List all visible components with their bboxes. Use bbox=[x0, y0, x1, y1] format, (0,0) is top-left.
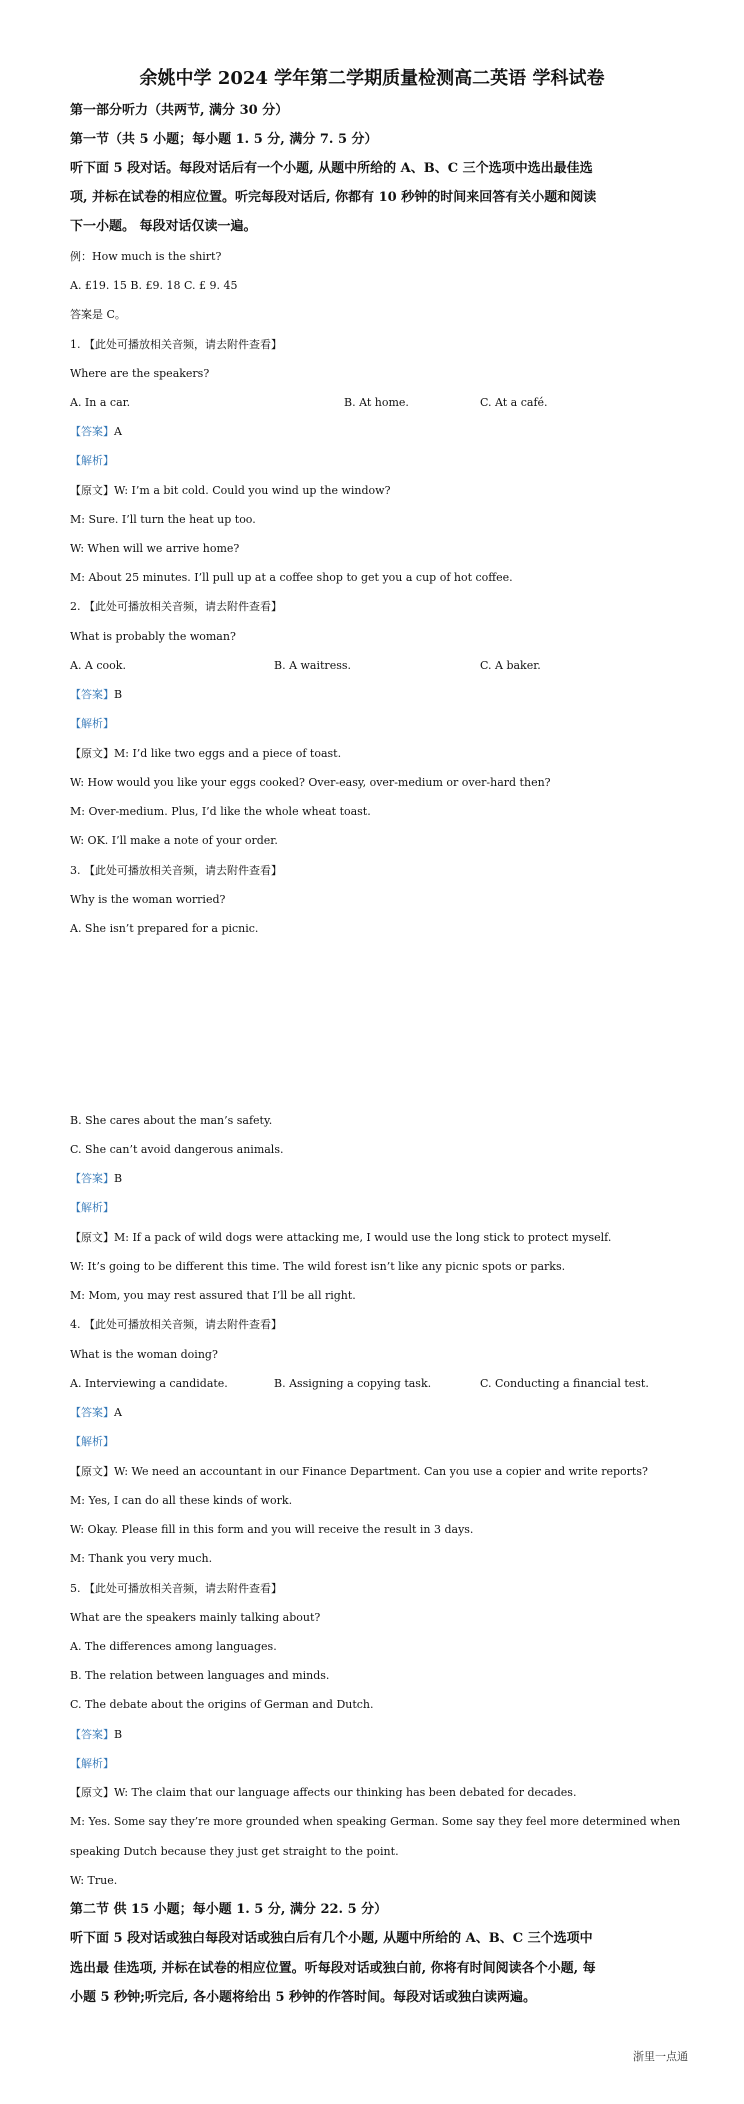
question-2-header: 2. 【此处可播放相关音频，请去附件查看】 bbox=[70, 600, 282, 613]
transcript-text: W: We need an accountant in our Finance Department. Can you use a copier and write reports? bbox=[114, 1465, 648, 1478]
transcript-text: M: I’d like two eggs and a piece of toast. bbox=[114, 747, 342, 760]
instruction-line: 项, 并标在试卷的相应位置。听完每段对话后, 你都有 10 秒钟的时间来回答有关小题和阅读 bbox=[70, 190, 597, 205]
original-tag: 【原文】 bbox=[70, 1231, 114, 1244]
option-c: C. At a café. bbox=[480, 396, 548, 409]
option-b: B. At home. bbox=[344, 396, 409, 409]
question-5-text: What are the speakers mainly talking about? bbox=[70, 1611, 321, 1624]
instruction-line: 小题 5 秒钟;听完后, 各小题将给出 5 秒钟的作答时间。每段对话或独白读两遍。 bbox=[70, 1990, 537, 2005]
option-b: B. She cares about the man’s safety. bbox=[70, 1114, 273, 1127]
transcript-line: W: True. bbox=[70, 1874, 118, 1887]
transcript-line: W: OK. I’ll make a note of your order. bbox=[70, 834, 278, 847]
option-a: A. The differences among languages. bbox=[70, 1640, 277, 1653]
transcript-line: M: Yes, I can do all these kinds of work. bbox=[70, 1494, 293, 1507]
example-options: A. £19. 15 B. £9. 18 C. £ 9. 45 bbox=[70, 279, 238, 292]
answer-value: A bbox=[114, 1406, 122, 1419]
transcript-line: W: It’s going to be different this time. The wild forest isn’t like any picnic spots or parks. bbox=[70, 1260, 566, 1273]
option-b: B. Assigning a copying task. bbox=[274, 1377, 432, 1390]
transcript-line: M: Over-medium. Plus, I’d like the whole wheat toast. bbox=[70, 805, 371, 818]
instruction-line: 选出最 佳选项, 并标在试卷的相应位置。听每段对话或独白前, 你将有时间阅读各个小题, 每 bbox=[70, 1961, 596, 1976]
question-1-text: Where are the speakers? bbox=[70, 367, 210, 380]
option-c: C. A baker. bbox=[480, 659, 541, 672]
transcript-line bbox=[70, 747, 341, 761]
answer-tag: 【答案】 bbox=[70, 1406, 114, 1419]
answer-line bbox=[70, 1728, 122, 1742]
question-2-text: What is probably the woman? bbox=[70, 630, 236, 643]
analysis-tag: 【解析】 bbox=[70, 1435, 114, 1448]
transcript-line: W: How would you like your eggs cooked? Over-easy, over-medium or over-hard then? bbox=[70, 776, 551, 789]
example-answer: 答案是 C。 bbox=[70, 308, 126, 321]
answer-tag: 【答案】 bbox=[70, 1728, 114, 1741]
option-a: A. A cook. bbox=[70, 659, 126, 672]
transcript-text: W: I’m a bit cold. Could you wind up the window? bbox=[114, 484, 391, 497]
answer-line bbox=[70, 688, 122, 702]
original-tag: 【原文】 bbox=[70, 1465, 114, 1478]
footer-label: 浙里一点通 bbox=[633, 2050, 688, 2063]
analysis-tag: 【解析】 bbox=[70, 1757, 114, 1770]
question-2-options bbox=[70, 659, 670, 673]
answer-value: B bbox=[114, 1728, 123, 1741]
question-3-header: 3. 【此处可播放相关音频，请去附件查看】 bbox=[70, 864, 282, 877]
answer-tag: 【答案】 bbox=[70, 1172, 114, 1185]
question-4-text: What is the woman doing? bbox=[70, 1348, 218, 1361]
transcript-line: speaking Dutch because they just get straight to the point. bbox=[70, 1845, 399, 1858]
transcript-line: W: Okay. Please fill in this form and you will receive the result in 3 days. bbox=[70, 1523, 474, 1536]
answer-tag: 【答案】 bbox=[70, 688, 114, 701]
question-1-header: 1. 【此处可播放相关音频，请去附件查看】 bbox=[70, 338, 282, 351]
instruction-line: 下一小题。 每段对话仅读一遍。 bbox=[70, 219, 257, 234]
answer-line bbox=[70, 1406, 122, 1420]
original-tag: 【原文】 bbox=[70, 484, 114, 497]
transcript-line bbox=[70, 1465, 648, 1479]
analysis-tag: 【解析】 bbox=[70, 454, 114, 467]
option-b: B. A waitress. bbox=[274, 659, 351, 672]
option-c: C. The debate about the origins of German and Dutch. bbox=[70, 1698, 374, 1711]
option-b: B. The relation between languages and minds. bbox=[70, 1669, 330, 1682]
option-c: C. Conducting a financial test. bbox=[480, 1377, 649, 1390]
question-5-header: 5. 【此处可播放相关音频，请去附件查看】 bbox=[70, 1582, 282, 1595]
analysis-tag: 【解析】 bbox=[70, 1201, 114, 1214]
question-3-text: Why is the woman worried? bbox=[70, 893, 226, 906]
analysis-tag: 【解析】 bbox=[70, 717, 114, 730]
transcript-line: W: When will we arrive home? bbox=[70, 542, 240, 555]
instruction-line: 听下面 5 段对话或独白每段对话或独白后有几个小题, 从题中所给的 A、B、C 三个选项中 bbox=[70, 1931, 593, 1946]
option-a: A. She isn’t prepared for a picnic. bbox=[70, 922, 259, 935]
transcript-line: M: Thank you very much. bbox=[70, 1552, 213, 1565]
section-heading: 第一节（共 5 小题；每小题 1. 5 分, 满分 7. 5 分） bbox=[70, 132, 378, 147]
original-tag: 【原文】 bbox=[70, 747, 114, 760]
answer-tag: 【答案】 bbox=[70, 425, 114, 438]
transcript-line bbox=[70, 484, 390, 498]
transcript-line: M: About 25 minutes. I’ll pull up at a coffee shop to get you a cup of hot coffee. bbox=[70, 571, 513, 584]
transcript-line bbox=[70, 1786, 576, 1800]
answer-value: B bbox=[114, 1172, 123, 1185]
transcript-line: M: Sure. I’ll turn the heat up too. bbox=[70, 513, 256, 526]
answer-value: B bbox=[114, 688, 123, 701]
answer-value: A bbox=[114, 425, 122, 438]
transcript-text: W: The claim that our language affects our thinking has been debated for decades. bbox=[114, 1786, 577, 1799]
option-c: C. She can’t avoid dangerous animals. bbox=[70, 1143, 284, 1156]
transcript-line bbox=[70, 1231, 611, 1245]
answer-line bbox=[70, 425, 122, 439]
transcript-line: M: Mom, you may rest assured that I’ll be all right. bbox=[70, 1289, 356, 1302]
example-question: 例：How much is the shirt? bbox=[70, 250, 222, 263]
answer-line bbox=[70, 1172, 122, 1186]
instruction-line: 听下面 5 段对话。每段对话后有一个小题, 从题中所给的 A、B、C 三个选项中选出最佳选 bbox=[70, 161, 593, 176]
option-a: A. Interviewing a candidate. bbox=[70, 1377, 228, 1390]
section-heading: 第二节 供 15 小题；每小题 1. 5 分, 满分 22. 5 分） bbox=[70, 1902, 388, 1917]
part-heading: 第一部分听力（共两节, 满分 30 分） bbox=[70, 103, 289, 118]
transcript-line: M: Yes. Some say they’re more grounded when speaking German. Some say they feel more determined when bbox=[70, 1815, 681, 1828]
page-title: 余姚中学 2024 学年第二学期质量检测高二英语 学科试卷 bbox=[139, 68, 605, 89]
question-4-header: 4. 【此处可播放相关音频，请去附件查看】 bbox=[70, 1318, 282, 1331]
original-tag: 【原文】 bbox=[70, 1786, 114, 1799]
transcript-text: M: If a pack of wild dogs were attacking me, I would use the long stick to protect myself. bbox=[114, 1231, 612, 1244]
question-4-options bbox=[70, 1377, 670, 1391]
option-a: A. In a car. bbox=[70, 396, 131, 409]
question-1-options bbox=[70, 396, 670, 410]
